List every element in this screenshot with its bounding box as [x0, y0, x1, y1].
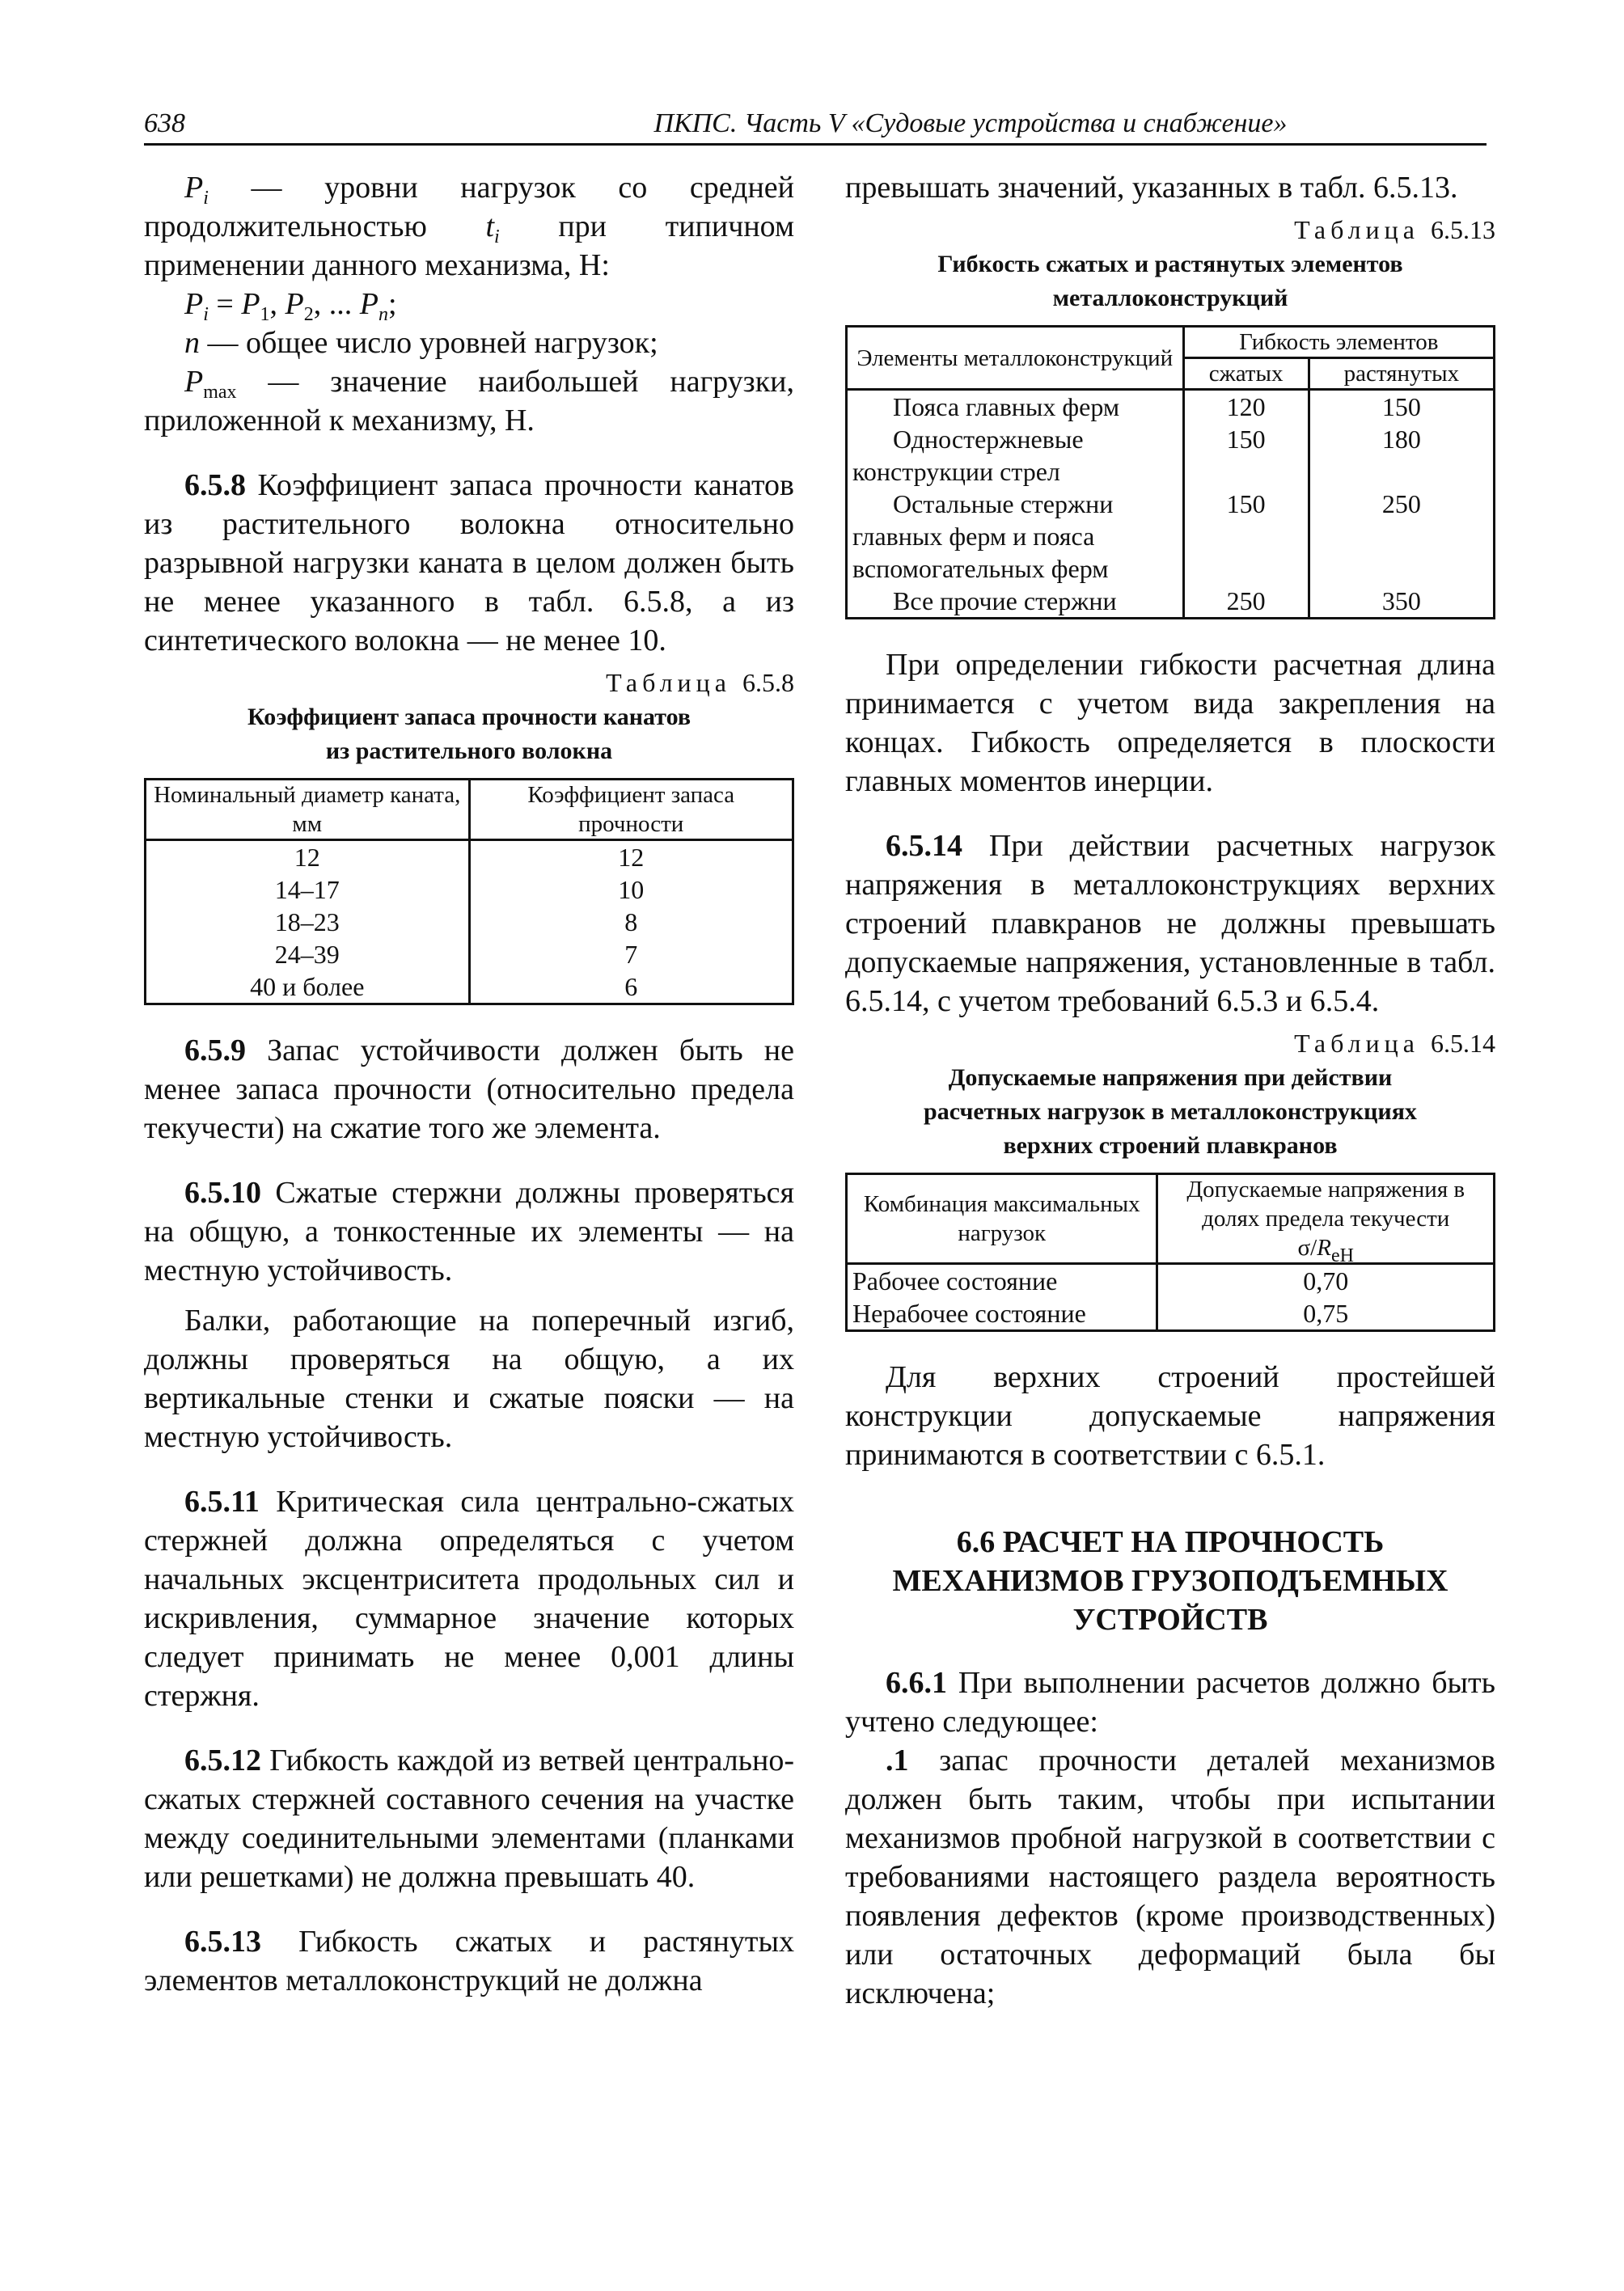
clause-6-5-10: 6.5.10 Сжатые стержни должны проверяться на общую, а тонкостенные их элементы — на местную устойчивость.	[144, 1176, 794, 1287]
table-header-row	[847, 327, 1495, 358]
table-cell: 7	[469, 938, 793, 970]
table-cell: Нерабочее состояние	[847, 1297, 1157, 1331]
table-cell: Рабочее состояние	[847, 1264, 1157, 1298]
section-heading-6-6: 6.6 РАСЧЕТ НА ПРОЧНОСТЬ МЕХАНИЗМОВ ГРУЗОПОДЪЕМНЫХ УСТРОЙСТВ	[892, 1525, 1448, 1637]
table-cell: 12	[469, 840, 793, 874]
table-cell: 6	[469, 970, 793, 1004]
header-rule	[144, 143, 1487, 146]
table-cell: 150	[1309, 390, 1494, 424]
table-row	[847, 390, 1495, 424]
table-cell: Все прочие стержни	[847, 585, 1184, 619]
pi-definition: $P_i$ — уровни нагрузок со средней продолжительностью $t_i$ при типичном применении данного механизма, Н:	[144, 171, 794, 282]
table-row	[847, 488, 1495, 585]
paragraph-simple-structures: Для верхних строений простейшей конструкции допускаемые напряжения принимаются в соответствии с 6.5.1.	[845, 1360, 1495, 1472]
table-6-5-13-title: Гибкость сжатых и растянутых элементов металлоконструкций	[937, 251, 1403, 311]
table-header-cell: сжатых	[1183, 358, 1309, 390]
table-header-cell: Допускаемые напряжения в долях предела текучести $\sigma/R_{eH}$	[1157, 1174, 1495, 1264]
left-column	[144, 168, 794, 2000]
table-row	[146, 970, 793, 1004]
table-cell: 350	[1309, 585, 1494, 619]
table-row	[847, 1297, 1495, 1331]
table-row	[847, 1264, 1495, 1298]
table-header-cell: Гибкость элементов	[1183, 327, 1494, 358]
table-cell: 120	[1183, 390, 1309, 424]
clause-6-5-11: 6.5.11 Критическая сила центрально-сжатых стержней должна определяться с учетом начальных эксцентриситета продольных сил и искривления, суммарное значение которых следует принимать не менее 0,001 длины стержня.	[144, 1485, 794, 1713]
table-cell: 24–39	[146, 938, 470, 970]
paragraph-flexibility: При определении гибкости расчетная длина принимается с учетом вида закрепления на концах. Гибкость определяется в плоскости главных моментов инерции.	[845, 648, 1495, 798]
clause-6-5-8: 6.5.8 Коэффициент запаса прочности канатов из растительного волокна относительно разрывной нагрузки каната в целом должен быть не менее указанного в табл. 6.5.8, а из синтетического волокна — не менее 10.	[144, 468, 794, 657]
table-cell: 10	[469, 873, 793, 906]
clause-6-6-1: 6.6.1 При выполнении расчетов должно быть учтено следующее:	[845, 1666, 1495, 1739]
table-header-row	[847, 1174, 1495, 1264]
table-cell: 18–23	[146, 906, 470, 938]
table-6-5-14-title: Допускаемые напряжения при действии расчетных нагрузок в металлоконструкциях верхних строений плавкранов	[924, 1064, 1417, 1159]
table-cell: 250	[1309, 488, 1494, 585]
n-definition: n — общее число уровней нагрузок;	[184, 326, 658, 360]
table-cell: Пояса главных ферм	[847, 390, 1184, 424]
page-number: 638	[144, 108, 185, 138]
table-row	[146, 840, 793, 874]
clause-6-5-13: 6.5.13 Гибкость сжатых и растянутых элементов металлоконструкций не должна	[144, 1925, 794, 1997]
table-cell: Одностержневые конструкции стрел	[847, 423, 1184, 488]
table-cell: 14–17	[146, 873, 470, 906]
table-row	[847, 585, 1495, 619]
table-cell: 180	[1309, 423, 1494, 488]
table-cell: 0,70	[1157, 1264, 1495, 1298]
table-6-5-8-title: Коэффициент запаса прочности канатов из растительного волокна	[247, 704, 691, 764]
table-row	[146, 873, 793, 906]
table-header-cell: Номинальный диаметр каната, мм	[146, 780, 470, 840]
table-cell: Остальные стержни главных ферм и пояса вспомогательных ферм	[847, 488, 1184, 585]
pi-formula: $P_i = P_1$, $P_2$, ... $P_n$;	[184, 287, 397, 325]
clause-6-6-1-item-1: .1 запас прочности деталей механизмов должен быть таким, чтобы при испытании механизмов пробной нагрузкой в соответствии с требованиями настоящего раздела вероятность появления дефектов (кроме производственных) или остаточных деформаций была бы исключена;	[845, 1744, 1495, 2010]
table-6-5-8	[144, 778, 794, 1005]
table-header-cell: растянутых	[1309, 358, 1494, 390]
table-header-row	[146, 780, 793, 840]
table-6-5-14-caption: Таблица 6.5.14	[1294, 1029, 1495, 1058]
table-row	[146, 938, 793, 970]
table-cell: 150	[1183, 488, 1309, 585]
clause-6-5-12: 6.5.12 Гибкость каждой из ветвей центрально-сжатых стержней составного сечения на участке между соединительными элементами (планками или решетками) не должна превышать 40.	[144, 1744, 794, 1894]
table-row	[146, 906, 793, 938]
table-header-cell: Элементы металлоконструкций	[847, 327, 1184, 390]
table-header-cell: Коэффициент запаса прочности	[469, 780, 793, 840]
table-cell: 40 и более	[146, 970, 470, 1004]
table-header-cell: Комбинация максимальных нагрузок	[847, 1174, 1157, 1264]
table-cell: 250	[1183, 585, 1309, 619]
table-6-5-13-caption: Таблица 6.5.13	[1294, 215, 1495, 244]
table-cell: 12	[146, 840, 470, 874]
table-row	[847, 423, 1495, 488]
clause-6-5-10-beams: Балки, работающие на поперечный изгиб, должны проверяться на общую, а их вертикальные стенки и сжатые пояски — на местную устойчивость.	[144, 1304, 794, 1454]
clause-6-5-13-continued: превышать значений, указанных в табл. 6.5.13.	[845, 171, 1458, 205]
clause-6-5-14: 6.5.14 При действии расчетных нагрузок напряжения в металлоконструкциях верхних строений плавкранов не должны превышать допускаемые напряжения, установленные в табл. 6.5.14, с учетом требований 6.5.3 и 6.5.4.	[845, 829, 1495, 1018]
table-6-5-8-caption: Таблица 6.5.8	[606, 668, 794, 697]
table-cell: 0,75	[1157, 1297, 1495, 1331]
running-title: ПКПС. Часть V «Судовые устройства и снабжение»	[653, 108, 1288, 138]
table-cell: 150	[1183, 423, 1309, 488]
pmax-definition: $P_{max}$ — значение наибольшей нагрузки, приложенной к механизму, Н.	[144, 365, 794, 437]
table-cell: 8	[469, 906, 793, 938]
clause-6-5-9: 6.5.9 Запас устойчивости должен быть не менее запаса прочности (относительно предела текучести) на сжатие того же элемента.	[144, 1033, 794, 1145]
table-6-5-14	[845, 1173, 1495, 1332]
table-6-5-13	[845, 325, 1495, 619]
right-column	[845, 168, 1495, 2013]
